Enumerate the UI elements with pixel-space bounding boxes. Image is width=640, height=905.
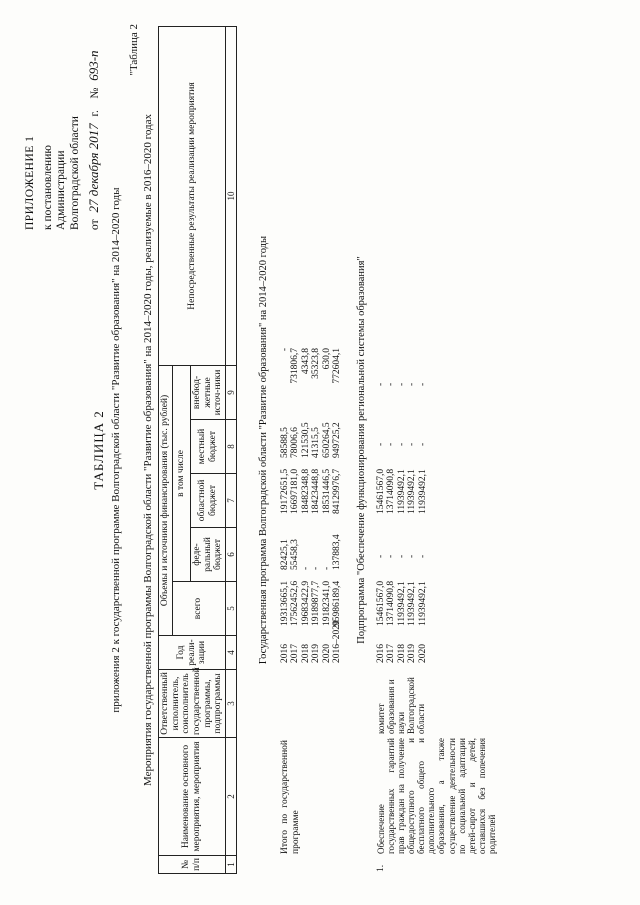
local-value: - [407, 442, 418, 446]
offbudget-value: 731806,7 [290, 348, 301, 384]
federal-value: - [321, 566, 332, 570]
total-row-local [280, 404, 342, 458]
total-row-federal [280, 516, 342, 570]
header-including: в том числе [172, 365, 190, 581]
local-value: 650264,5 [321, 422, 332, 458]
row-local [376, 406, 428, 446]
row-regional [376, 460, 428, 514]
column-number: 4 [225, 636, 236, 670]
header-regional: областной бюджет [190, 474, 225, 528]
year-value: 2016 [376, 644, 386, 663]
total-row-name: Итого по государственной программе [280, 740, 301, 854]
federal-value: - [386, 554, 397, 558]
table-body [258, 26, 497, 874]
column-number: 3 [225, 670, 236, 738]
total-value: 19683422,9 [300, 580, 311, 626]
local-value: 121530,5 [300, 422, 311, 458]
total-row-total [280, 572, 342, 626]
year-value: 2020 [321, 644, 332, 663]
local-value: - [417, 442, 428, 446]
number-value: 693-п [86, 50, 102, 81]
column-number: 9 [225, 365, 236, 419]
regional-value: 84129976,7 [331, 468, 342, 514]
document-heading: Мероприятия государственной программы Волгоградской области "Развитие образования" на 2014–2020 годы, реализуемые в 2016–2020 годах [142, 113, 154, 787]
local-value: - [396, 442, 407, 446]
rotated-document [20, 20, 620, 880]
federal-value: - [396, 554, 407, 558]
federal-value: - [407, 554, 418, 558]
year-value: 2018 [300, 644, 311, 663]
row-name: Обеспечение государственных гарантий прав граждан на получение общедоступного и бесплатного общего и дополнительного образования, а также осуществление деятельности по социальной адаптации детей-сирот и детей, оставшихся без попечения родителей [376, 738, 497, 854]
row-federal [376, 518, 428, 558]
total-row-years [280, 620, 342, 663]
header-volumes: Объемы и источники финансирования (тыс. рублей) [159, 365, 173, 635]
regional-value: 11939492,1 [417, 469, 428, 514]
subprogram-section-title: Подпрограмма "Обеспечение функционирования региональной системы образования" [356, 256, 367, 644]
appendix-title: ПРИЛОЖЕНИЕ 1 [24, 135, 36, 230]
header-no: № п/п [159, 856, 226, 874]
regional-value: 18482348,8 [300, 468, 311, 514]
local-value: - [386, 442, 397, 446]
total-value: 95986189,4 [331, 580, 342, 626]
table-row [376, 26, 496, 874]
column-number: 6 [225, 528, 236, 582]
regional-value: 15461567,0 [376, 468, 386, 514]
offbudget-value: 772604,1 [331, 348, 342, 384]
offbudget-value: 630,0 [321, 348, 332, 370]
total-value: 11939492,1 [417, 581, 428, 626]
date-prefix: от [89, 219, 102, 230]
row-total [376, 572, 428, 626]
offbudget-value: - [417, 382, 428, 386]
column-number: 2 [225, 738, 236, 856]
year-value: 2019 [407, 644, 418, 663]
year-value: 2016–2020 [331, 620, 342, 663]
header-name: Наименование основного мероприятия, мероприятия [159, 738, 226, 856]
year-value: 2017 [386, 644, 397, 663]
federal-value: - [311, 566, 322, 570]
local-value: - [376, 442, 386, 446]
total-row-offbudget [280, 348, 342, 402]
regional-value: 18531446,5 [321, 468, 332, 514]
total-value: 19313665,1 [280, 580, 290, 626]
total-value: 17562452,6 [290, 580, 301, 626]
offbudget-value: - [407, 382, 418, 386]
measures-table-header [158, 26, 237, 874]
regional-value: 11939492,1 [407, 469, 418, 514]
federal-value: - [376, 554, 386, 558]
regional-value: 18423448,8 [311, 468, 322, 514]
local-value: 949725,2 [331, 422, 342, 458]
regional-value: 13714090,8 [386, 468, 397, 514]
total-value: 15461567,0 [376, 580, 386, 626]
total-value: 19182341,0 [321, 580, 332, 626]
column-number: 7 [225, 474, 236, 528]
total-row-regional [280, 460, 342, 514]
program-section-title: Государственная программа Волгоградской области "Развитие образования" на 2014–2020 годы [258, 235, 269, 665]
local-value: 41315,5 [311, 427, 322, 458]
year-value: 2017 [290, 644, 301, 663]
offbudget-value: - [386, 382, 397, 386]
total-value: 13714090,8 [386, 580, 397, 626]
header-total: всего [172, 582, 225, 636]
year-value: 2019 [311, 644, 322, 663]
number-prefix: № [89, 87, 102, 99]
column-number: 1 [225, 856, 236, 874]
appendix-line: к постановлению [41, 145, 54, 230]
regional-value: 16697181,0 [290, 468, 301, 514]
total-value: 11939492,1 [396, 581, 407, 626]
year-value: 2020 [417, 644, 428, 663]
document-subtitle: приложения 2 к государственной программе Волгоградской области "Развитие образования" на 2014–2020 годы [110, 187, 122, 713]
table-title: ТАБЛИЦА 2 [91, 410, 106, 490]
date-suffix: г. [89, 110, 102, 117]
row-years [376, 623, 428, 663]
row-responsible: комитет образования и науки Волгоградской области [376, 677, 427, 734]
federal-value: 137883,4 [331, 534, 342, 570]
header-federal: феде-ральный бюджет [190, 528, 225, 582]
header-results: Непосредственные результаты реализации мероприятия [159, 27, 226, 366]
total-value: 19189877,7 [311, 580, 322, 626]
year-value: 2018 [396, 644, 407, 663]
appendix-line: Администрации [55, 150, 68, 230]
row-offbudget [376, 346, 428, 386]
appendix-block [24, 20, 103, 230]
date-value: 27 декабря 2017 [86, 123, 102, 213]
regional-value: 11939492,1 [396, 469, 407, 514]
appendix-line: Волгоградской области [68, 116, 81, 230]
year-value: 2016 [280, 644, 290, 663]
offbudget-value: - [376, 382, 386, 386]
federal-value: 55458,3 [290, 539, 301, 570]
local-value: 78006,6 [290, 427, 301, 458]
header-local: местный бюджет [190, 420, 225, 474]
header-year: Год реали-зации [159, 636, 226, 670]
offbudget-value: 35323,8 [311, 348, 322, 379]
regional-value: 19172651,5 [280, 468, 290, 514]
offbudget-value: 4343,8 [300, 348, 311, 375]
total-row [280, 26, 350, 874]
header-offbudget: внебюд-жетные источ-ники [190, 365, 225, 419]
column-number: 8 [225, 420, 236, 474]
offbudget-value: - [396, 382, 407, 386]
federal-value: - [300, 566, 311, 570]
total-value: 11939492,1 [407, 581, 418, 626]
column-number: 5 [225, 582, 236, 636]
row-number: 1. [376, 864, 386, 872]
federal-value: 82425,1 [280, 539, 290, 570]
federal-value: - [417, 554, 428, 558]
local-value: 58588,5 [280, 427, 290, 458]
column-number: 10 [225, 27, 236, 366]
offbudget-value: - [280, 348, 290, 352]
table-number: "Таблица 2 [128, 24, 140, 76]
header-responsible: Ответственный исполнитель, соисполнитель государственной программы, подпрограммы [159, 670, 226, 738]
